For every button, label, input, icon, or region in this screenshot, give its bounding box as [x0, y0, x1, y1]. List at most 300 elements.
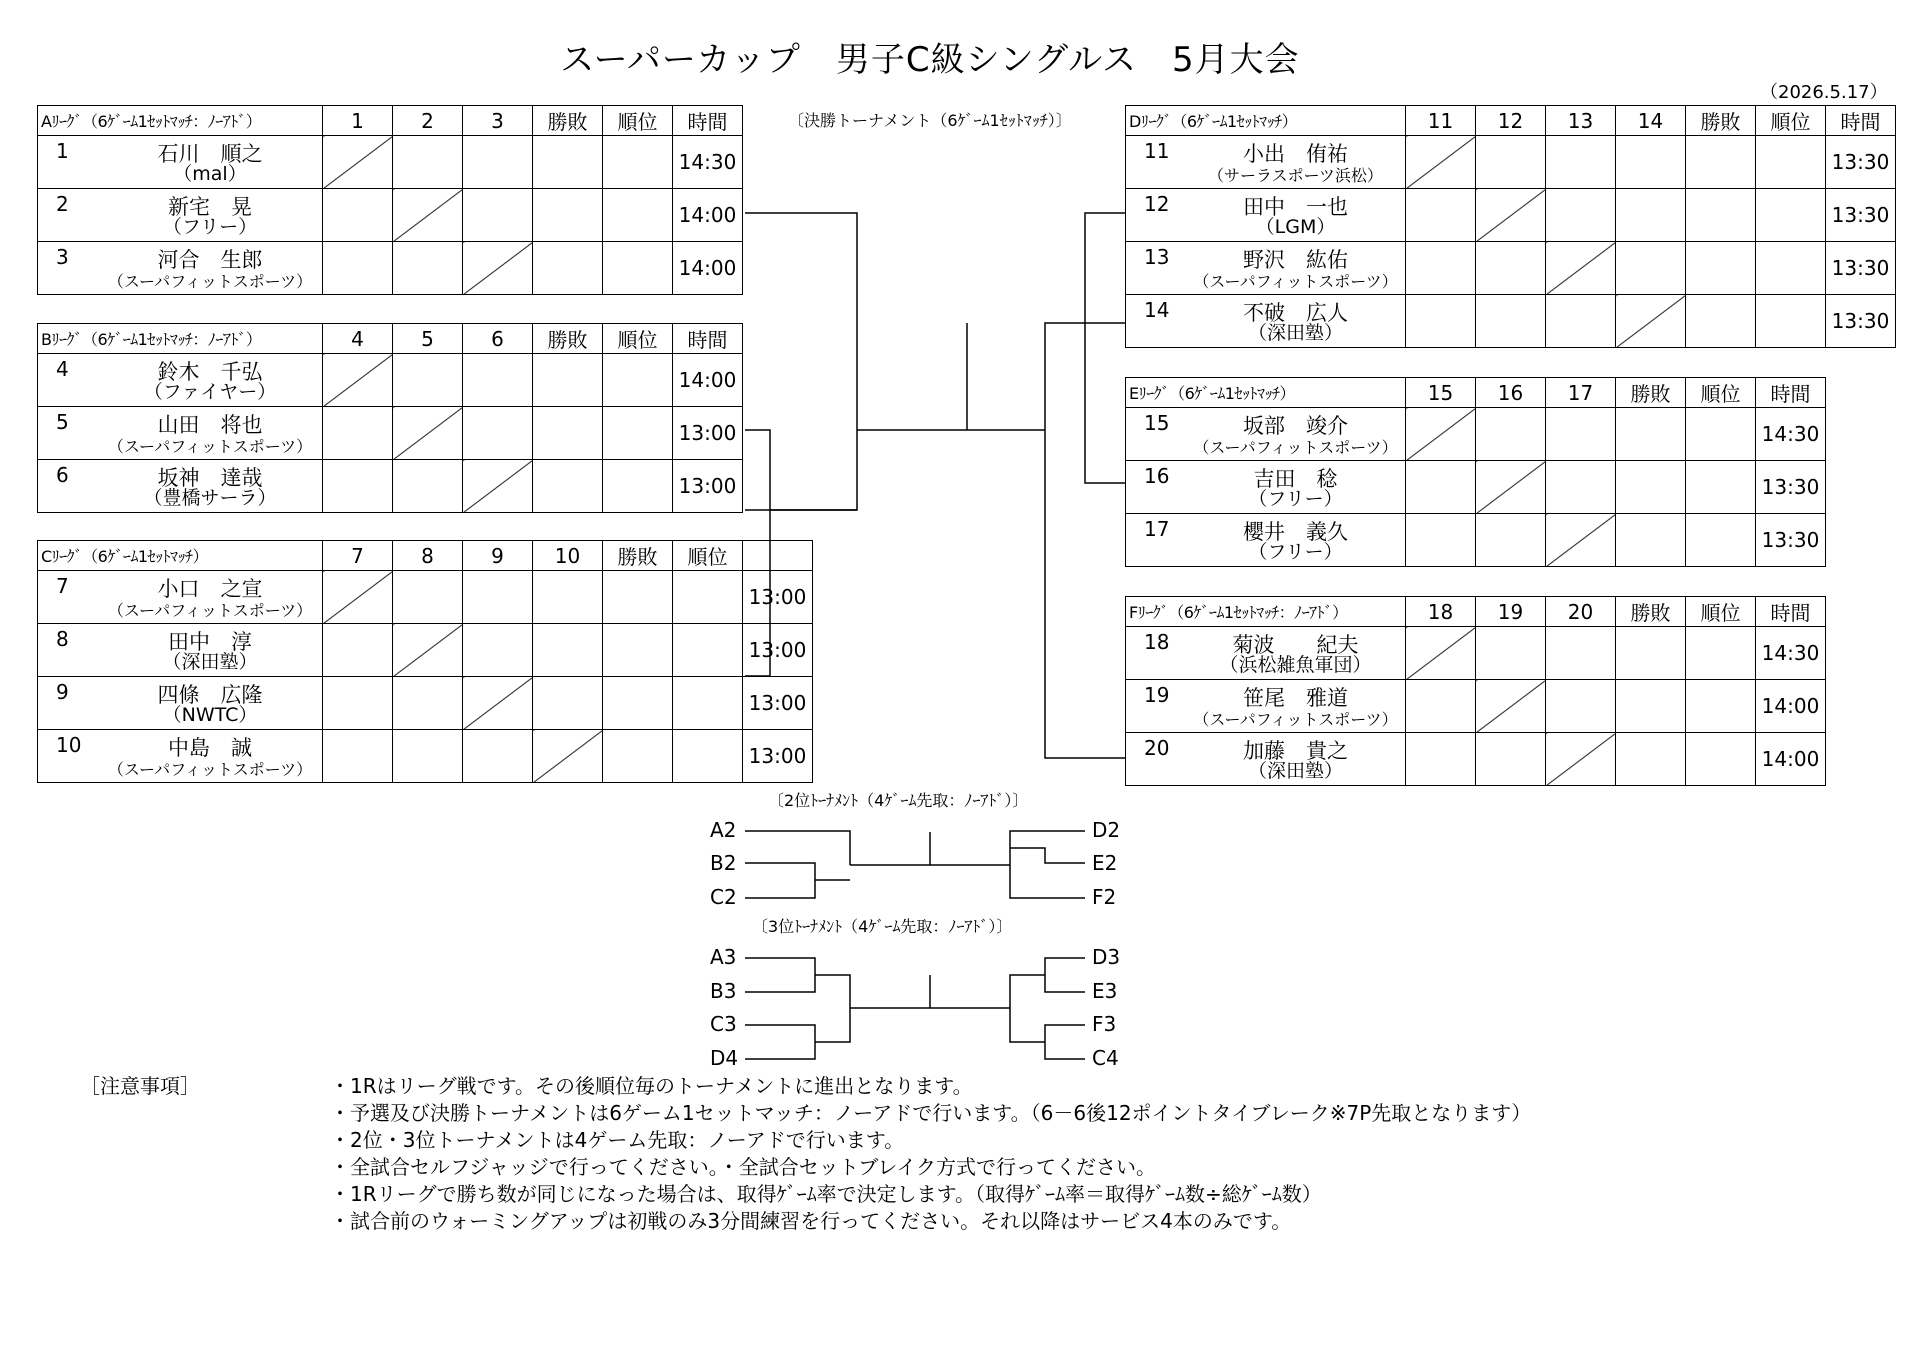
score-cell [1546, 514, 1616, 567]
player-row [1126, 242, 1896, 295]
opponent-col-header: 15 [1406, 378, 1476, 408]
result-cell [533, 407, 603, 460]
rank-cell [1686, 733, 1756, 786]
player-cell [1126, 295, 1406, 348]
result-cell [1616, 680, 1686, 733]
score-cell [1476, 295, 1546, 348]
score-cell [463, 571, 533, 624]
score-cell [1406, 295, 1476, 348]
player-number: 11 [1144, 139, 1170, 163]
player-club: （スーパフィットスポーツ） [1193, 438, 1398, 457]
score-cell [1546, 627, 1616, 680]
player-name: 坂部 竣介 [1243, 414, 1348, 438]
opponent-col-header: 4 [323, 324, 393, 354]
player-name: 不破 広人 [1243, 301, 1348, 325]
second-bracket-right-b [1010, 831, 1085, 898]
final-bracket-left-upper [745, 213, 857, 510]
player-number: 19 [1144, 683, 1170, 707]
player-number: 12 [1144, 192, 1170, 216]
league-table-d [1125, 105, 1896, 348]
player-row [1126, 514, 1826, 567]
second-right-2: E2 [1092, 851, 1118, 875]
player-club: （ファイヤー） [143, 381, 277, 403]
player-number: 5 [56, 410, 69, 434]
player-cell [38, 624, 323, 677]
score-cell [1616, 242, 1686, 295]
third-bracket-right-bottom [1045, 1025, 1085, 1059]
score-cell [393, 460, 463, 513]
time-header-header: 時間 [1826, 106, 1896, 136]
player-club: （スーパフィットスポーツ） [107, 601, 313, 620]
rank-cell [603, 189, 673, 242]
player-row [1126, 461, 1826, 514]
score-cell [1546, 189, 1616, 242]
player-cell [1126, 408, 1406, 461]
second-bracket-left-b [745, 863, 815, 898]
match-time: 13:00 [743, 571, 813, 624]
score-cell [533, 571, 603, 624]
player-row [1126, 627, 1826, 680]
player-cell [38, 677, 323, 730]
opponent-col-header: 2 [393, 106, 463, 136]
player-cell [1126, 733, 1406, 786]
player-club: （浜松雑魚軍団） [1219, 654, 1372, 676]
player-club: （NWTC） [162, 704, 258, 726]
third-right-1: D3 [1092, 945, 1121, 969]
opponent-col-header: 17 [1546, 378, 1616, 408]
result-cell [1616, 733, 1686, 786]
score-cell [1546, 733, 1616, 786]
final-bracket-right-upper [1085, 213, 1125, 483]
rank-cell [1686, 514, 1756, 567]
match-time: 14:30 [1756, 408, 1826, 461]
player-club: （LGM） [1255, 216, 1336, 238]
league-name: Dﾘｰｸﾞ（6ｹﾞｰﾑ1ｾｯﾄﾏｯﾁ） [1126, 106, 1406, 136]
player-cell [1126, 136, 1406, 189]
opponent-col-header: 8 [393, 541, 463, 571]
score-cell [393, 677, 463, 730]
player-row [38, 242, 743, 295]
score-cell [533, 677, 603, 730]
rank-cell [673, 624, 743, 677]
third-place-title: 〔3位ﾄｰﾅﾒﾝﾄ（4ｹﾞｰﾑ先取：ﾉｰｱﾄﾞ）〕 [752, 917, 1013, 936]
league-table-f [1125, 596, 1826, 786]
score-cell [1406, 627, 1476, 680]
time-header-header: 時間 [673, 324, 743, 354]
match-time: 13:30 [1826, 242, 1896, 295]
player-number: 20 [1144, 736, 1170, 760]
player-name: 櫻井 義久 [1243, 520, 1348, 544]
result-cell [1616, 408, 1686, 461]
result-header: 勝敗 [1616, 378, 1686, 408]
rank-cell [603, 136, 673, 189]
rank-cell [673, 677, 743, 730]
score-cell [1546, 242, 1616, 295]
opponent-col-header: 10 [533, 541, 603, 571]
match-time: 14:00 [673, 242, 743, 295]
match-time: 13:30 [1826, 295, 1896, 348]
time-header-header: 時間 [1756, 378, 1826, 408]
match-time: 13:30 [1826, 136, 1896, 189]
score-cell [1406, 189, 1476, 242]
final-tournament-title: 〔決勝トーナメント（6ｹﾞｰﾑ1ｾｯﾄﾏｯﾁ）〕 [788, 111, 1072, 130]
score-cell [1546, 680, 1616, 733]
league-name: Eﾘｰｸﾞ（6ｹﾞｰﾑ1ｾｯﾄﾏｯﾁ） [1126, 378, 1406, 408]
player-number: 16 [1144, 464, 1170, 488]
rank-cell [1756, 189, 1826, 242]
score-cell [393, 354, 463, 407]
score-cell [393, 730, 463, 783]
rank-cell [603, 242, 673, 295]
third-bracket-left-bottom [745, 1025, 815, 1059]
result-header: 勝敗 [603, 541, 673, 571]
rank-cell [1756, 242, 1826, 295]
player-cell [38, 242, 323, 295]
opponent-col-header: 1 [323, 106, 393, 136]
player-name: 四條 広隆 [157, 683, 263, 707]
page-title: スーパーカップ 男子C級シングルス 5月大会 [560, 40, 1300, 80]
result-cell [603, 730, 673, 783]
league-name: Bﾘｰｸﾞ（6ｹﾞｰﾑ1ｾｯﾄﾏｯﾁ：ﾉｰｱﾄﾞ） [38, 324, 323, 354]
player-club: （深田塾） [162, 651, 258, 673]
second-left-3: C2 [710, 885, 737, 909]
score-cell [393, 624, 463, 677]
rank-header: 順位 [673, 541, 743, 571]
match-time: 13:00 [673, 460, 743, 513]
player-name: 坂神 達哉 [157, 466, 263, 490]
second-left-2: B2 [710, 851, 737, 875]
opponent-col-header: 3 [463, 106, 533, 136]
rank-cell [1686, 627, 1756, 680]
player-cell [38, 571, 323, 624]
player-name: 小出 侑祐 [1243, 142, 1348, 166]
score-cell [1406, 242, 1476, 295]
score-cell [1546, 136, 1616, 189]
score-cell [1406, 514, 1476, 567]
player-cell [38, 460, 323, 513]
score-cell [463, 730, 533, 783]
player-row [1126, 136, 1896, 189]
player-row [38, 730, 813, 783]
player-cell [38, 136, 323, 189]
player-club: （深田塾） [1247, 322, 1343, 344]
result-header: 勝敗 [533, 106, 603, 136]
score-cell [1546, 461, 1616, 514]
result-cell [603, 571, 673, 624]
opponent-col-header: 9 [463, 541, 533, 571]
time-header-header: 時間 [1756, 597, 1826, 627]
player-number: 1 [56, 139, 69, 163]
third-right-4: C4 [1092, 1046, 1119, 1070]
player-club: （mal） [173, 163, 247, 185]
score-cell [463, 242, 533, 295]
player-cell [1126, 514, 1406, 567]
player-row [38, 624, 813, 677]
score-cell [323, 354, 393, 407]
score-cell [393, 136, 463, 189]
rank-cell [673, 730, 743, 783]
score-cell [323, 677, 393, 730]
note-5: ・1Rリーグで勝ち数が同じになった場合は、取得ｹﾞｰﾑ率で決定します。（取得ｹﾞｰﾑ率＝取得ｹﾞｰﾑ数÷総ｹﾞｰﾑ数） [330, 1182, 1322, 1206]
player-club: （スーパフィットスポーツ） [107, 437, 313, 456]
score-cell [463, 460, 533, 513]
player-cell [38, 354, 323, 407]
score-cell [393, 189, 463, 242]
third-left-4: D4 [710, 1046, 739, 1070]
opponent-col-header: 5 [393, 324, 463, 354]
result-cell [533, 189, 603, 242]
rank-header: 順位 [603, 324, 673, 354]
opponent-col-header: 19 [1476, 597, 1546, 627]
time-header-header: 時間 [673, 106, 743, 136]
player-number: 3 [56, 245, 69, 269]
rank-cell [603, 460, 673, 513]
player-number: 9 [56, 680, 69, 704]
player-row [1126, 680, 1826, 733]
third-bracket-right-top [1045, 958, 1085, 992]
player-name: 笹尾 雅道 [1243, 686, 1348, 710]
player-club: （フリー） [162, 216, 258, 238]
player-name: 中島 誠 [168, 736, 252, 760]
match-time: 14:00 [1756, 733, 1826, 786]
player-number: 7 [56, 574, 69, 598]
result-cell [1686, 136, 1756, 189]
time-header-header [743, 541, 813, 571]
player-cell [38, 407, 323, 460]
third-left-2: B3 [710, 979, 737, 1003]
score-cell [1616, 295, 1686, 348]
score-cell [533, 730, 603, 783]
opponent-col-header: 18 [1406, 597, 1476, 627]
player-number: 17 [1144, 517, 1170, 541]
player-row [38, 136, 743, 189]
opponent-col-header: 20 [1546, 597, 1616, 627]
result-cell [1686, 242, 1756, 295]
score-cell [1476, 733, 1546, 786]
rank-cell [603, 354, 673, 407]
player-cell [1126, 189, 1406, 242]
league-name: Fﾘｰｸﾞ（6ｹﾞｰﾑ1ｾｯﾄﾏｯﾁ：ﾉｰｱﾄﾞ） [1126, 597, 1406, 627]
player-club: （深田塾） [1247, 760, 1343, 782]
player-row [1126, 189, 1896, 242]
opponent-col-header: 13 [1546, 106, 1616, 136]
score-cell [323, 407, 393, 460]
result-cell [1686, 189, 1756, 242]
third-right-2: E3 [1092, 979, 1118, 1003]
opponent-col-header: 16 [1476, 378, 1546, 408]
match-time: 13:00 [673, 407, 743, 460]
result-header: 勝敗 [533, 324, 603, 354]
player-club: （スーパフィットスポーツ） [1193, 272, 1398, 291]
result-cell [533, 460, 603, 513]
player-cell [38, 730, 323, 783]
player-number: 18 [1144, 630, 1170, 654]
second-right-3: F2 [1092, 885, 1117, 909]
player-row [1126, 408, 1826, 461]
player-row [38, 677, 813, 730]
score-cell [463, 677, 533, 730]
score-cell [1546, 295, 1616, 348]
player-name: 野沢 紘佑 [1243, 248, 1348, 272]
score-cell [323, 730, 393, 783]
score-cell [393, 571, 463, 624]
league-table-a [37, 105, 743, 295]
player-number: 8 [56, 627, 69, 651]
player-number: 2 [56, 192, 69, 216]
player-row [38, 189, 743, 242]
notes-title: ［注意事項］ [80, 1074, 200, 1098]
score-cell [393, 407, 463, 460]
rank-cell [1756, 136, 1826, 189]
player-name: 菊波 紀夫 [1232, 633, 1359, 657]
player-cell [1126, 461, 1406, 514]
match-time: 14:30 [673, 136, 743, 189]
player-number: 14 [1144, 298, 1170, 322]
note-2: ・予選及び決勝トーナメントは6ゲーム1セットマッチ：ノーアドで行います。（6－6後12ポイントタイブレーク※7P先取となります） [330, 1101, 1532, 1125]
opponent-col-header: 6 [463, 324, 533, 354]
rank-header: 順位 [1686, 597, 1756, 627]
score-cell [1406, 733, 1476, 786]
note-6: ・試合前のウォーミングアップは初戦のみ3分間練習を行ってください。それ以降はサービス4本のみです。 [330, 1209, 1292, 1233]
player-number: 10 [56, 733, 82, 757]
player-club: （フリー） [1248, 541, 1343, 563]
league-name: Cﾘｰｸﾞ（6ｹﾞｰﾑ1ｾｯﾄﾏｯﾁ） [38, 541, 323, 571]
player-cell [1126, 627, 1406, 680]
score-cell [1476, 242, 1546, 295]
league-name: Aﾘｰｸﾞ（6ｹﾞｰﾑ1ｾｯﾄﾏｯﾁ：ﾉｰｱﾄﾞ） [38, 106, 323, 136]
player-cell [1126, 242, 1406, 295]
match-time: 14:00 [1756, 680, 1826, 733]
result-cell [1686, 295, 1756, 348]
player-name: 山田 将也 [157, 413, 263, 437]
opponent-col-header: 12 [1476, 106, 1546, 136]
player-number: 6 [56, 463, 69, 487]
league-table-e [1125, 377, 1826, 567]
second-right-1: D2 [1092, 818, 1121, 842]
player-row [38, 354, 743, 407]
result-cell [603, 677, 673, 730]
result-cell [1616, 461, 1686, 514]
player-club: （スーパフィットスポーツ） [107, 760, 313, 779]
result-cell [1616, 627, 1686, 680]
match-time: 13:30 [1756, 461, 1826, 514]
opponent-col-header: 7 [323, 541, 393, 571]
player-club: （豊橋サーラ） [143, 487, 277, 509]
rank-cell [603, 407, 673, 460]
score-cell [323, 460, 393, 513]
match-time: 13:00 [743, 730, 813, 783]
score-cell [463, 624, 533, 677]
result-cell [603, 624, 673, 677]
match-time: 14:00 [673, 189, 743, 242]
result-cell [533, 354, 603, 407]
score-cell [463, 407, 533, 460]
score-cell [1476, 461, 1546, 514]
rank-cell [1686, 461, 1756, 514]
player-row [1126, 295, 1896, 348]
score-cell [393, 242, 463, 295]
score-cell [1476, 680, 1546, 733]
player-name: 鈴木 千弘 [157, 360, 263, 384]
score-cell [1476, 189, 1546, 242]
player-row [38, 407, 743, 460]
rank-header: 順位 [1686, 378, 1756, 408]
score-cell [1406, 136, 1476, 189]
result-cell [533, 242, 603, 295]
match-time: 13:00 [743, 624, 813, 677]
score-cell [1406, 680, 1476, 733]
rank-cell [1686, 680, 1756, 733]
player-cell [1126, 680, 1406, 733]
rank-header: 順位 [1756, 106, 1826, 136]
score-cell [463, 136, 533, 189]
league-table-c [37, 540, 813, 783]
note-1: ・1Rはリーグ戦です。その後順位毎のトーナメントに進出となります。 [330, 1074, 973, 1098]
result-header: 勝敗 [1686, 106, 1756, 136]
player-number: 15 [1144, 411, 1170, 435]
score-cell [323, 242, 393, 295]
score-cell [1616, 136, 1686, 189]
score-cell [1616, 189, 1686, 242]
third-bracket-left-top [745, 958, 815, 992]
match-time: 13:30 [1756, 514, 1826, 567]
score-cell [1406, 461, 1476, 514]
match-time: 14:30 [1756, 627, 1826, 680]
player-name: 石川 順之 [157, 142, 263, 166]
score-cell [1546, 408, 1616, 461]
score-cell [323, 136, 393, 189]
player-number: 4 [56, 357, 69, 381]
player-number: 13 [1144, 245, 1170, 269]
rank-header: 順位 [603, 106, 673, 136]
note-4: ・全試合セルフジャッジで行ってください。・全試合セットブレイク方式で行ってください。 [330, 1155, 1156, 1179]
result-cell [1616, 514, 1686, 567]
score-cell [1476, 408, 1546, 461]
second-place-title: 〔2位ﾄｰﾅﾒﾝﾄ（4ｹﾞｰﾑ先取：ﾉｰｱﾄﾞ）〕 [768, 791, 1029, 810]
player-name: 吉田 稔 [1253, 467, 1338, 491]
player-name: 新宅 晃 [168, 195, 252, 219]
player-name: 加藤 貴之 [1243, 739, 1348, 763]
player-row [38, 571, 813, 624]
note-3: ・2位・3位トーナメントは4ゲーム先取：ノーアドで行います。 [330, 1128, 905, 1152]
player-club: （スーパフィットスポーツ） [1193, 710, 1398, 729]
score-cell [323, 189, 393, 242]
second-left-1: A2 [710, 818, 737, 842]
result-cell [533, 136, 603, 189]
third-right-3: F3 [1092, 1012, 1117, 1036]
event-date: （2026.5.17） [1760, 82, 1888, 103]
score-cell [533, 624, 603, 677]
third-left-3: C3 [710, 1012, 737, 1036]
player-name: 河合 生郎 [157, 248, 263, 272]
rank-cell [1756, 295, 1826, 348]
player-club: （フリー） [1248, 488, 1343, 510]
match-time: 13:30 [1826, 189, 1896, 242]
score-cell [323, 571, 393, 624]
second-bracket-left [745, 831, 850, 865]
score-cell [463, 354, 533, 407]
player-club: （サーラスポーツ浜松） [1208, 166, 1383, 185]
player-name: 小口 之宣 [157, 577, 263, 601]
score-cell [1406, 408, 1476, 461]
player-club: （スーパフィットスポーツ） [107, 272, 313, 291]
match-time: 14:00 [673, 354, 743, 407]
player-name: 田中 一也 [1243, 195, 1348, 219]
rank-cell [673, 571, 743, 624]
rank-cell [1686, 408, 1756, 461]
player-row [38, 460, 743, 513]
result-header: 勝敗 [1616, 597, 1686, 627]
